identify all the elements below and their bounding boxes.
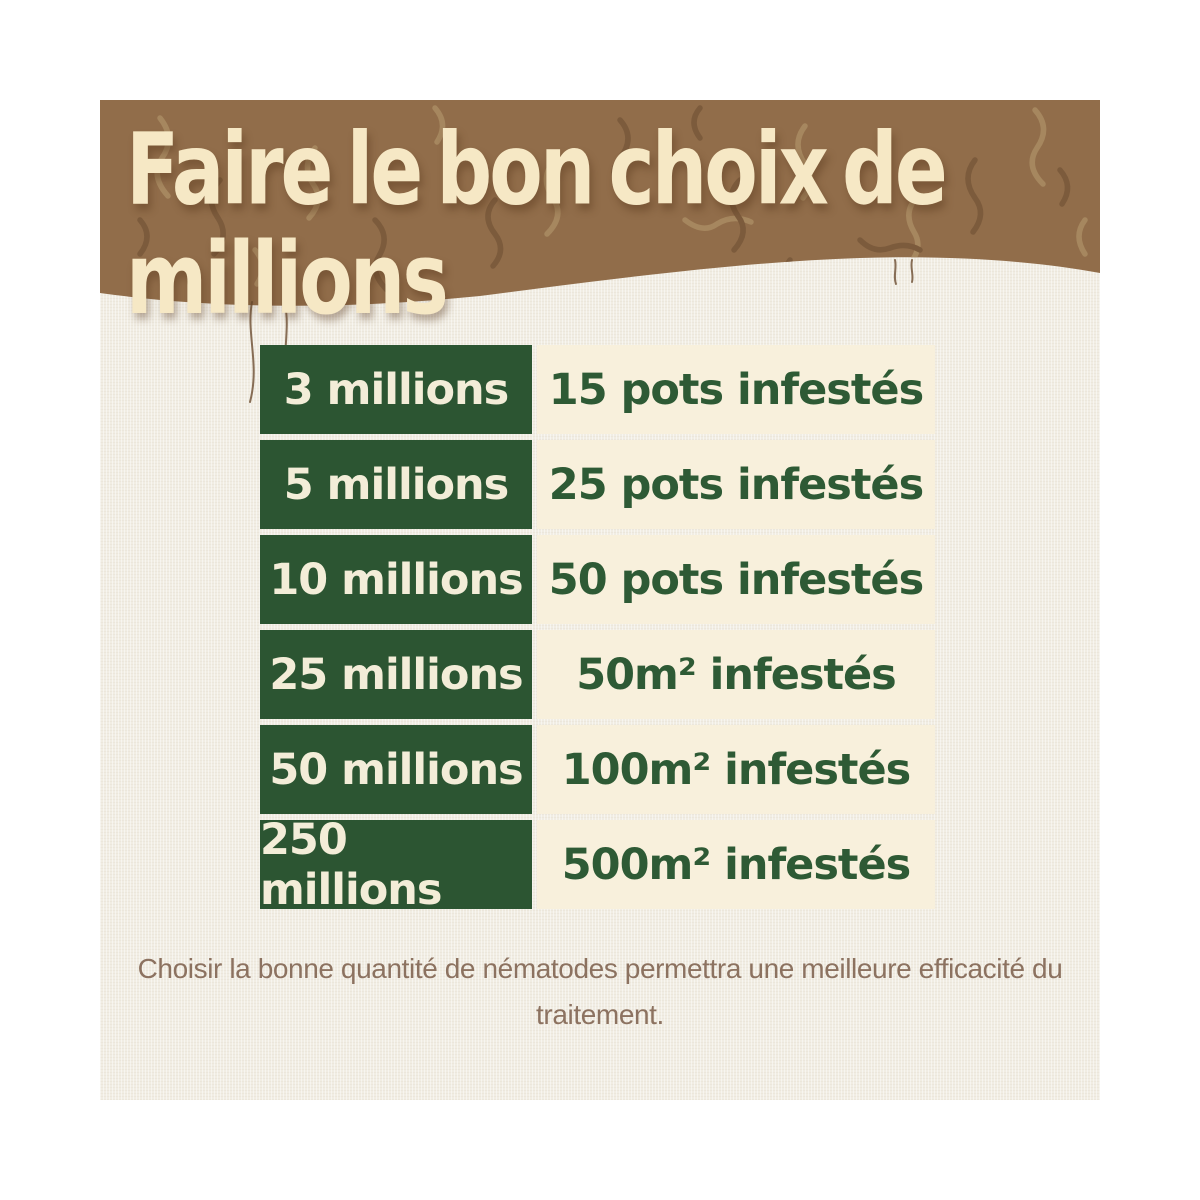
table-row <box>260 535 935 624</box>
infographic-poster <box>100 100 1100 1100</box>
dose-cell: 3 millions <box>260 345 532 434</box>
coverage-cell: 100m² infestés <box>537 725 935 814</box>
dose-cell: 10 millions <box>260 535 532 624</box>
coverage-cell: 25 pots infestés <box>537 440 935 529</box>
table-row <box>260 345 935 434</box>
caption-text: Choisir la bonne quantité de nématodes permettra une meilleure efficacité du traitement. <box>137 953 1063 1030</box>
coverage-cell: 15 pots infestés <box>537 345 935 434</box>
dose-cell: 50 millions <box>260 725 532 814</box>
poster-title <box>126 113 945 337</box>
caption-container <box>100 946 1100 1038</box>
table-row <box>260 814 935 915</box>
table-row <box>260 630 935 719</box>
coverage-cell: 50 pots infestés <box>537 535 935 624</box>
dose-cell: 25 millions <box>260 630 532 719</box>
title-line-2: millions <box>126 222 446 337</box>
dose-cell: 250 millions <box>260 820 532 909</box>
table-row <box>260 440 935 529</box>
dose-table <box>260 345 935 915</box>
dose-cell: 5 millions <box>260 440 532 529</box>
table-row <box>260 725 935 814</box>
coverage-cell: 50m² infestés <box>537 630 935 719</box>
coverage-cell: 500m² infestés <box>537 820 935 909</box>
title-line-1: Faire le bon choix de <box>126 113 945 228</box>
